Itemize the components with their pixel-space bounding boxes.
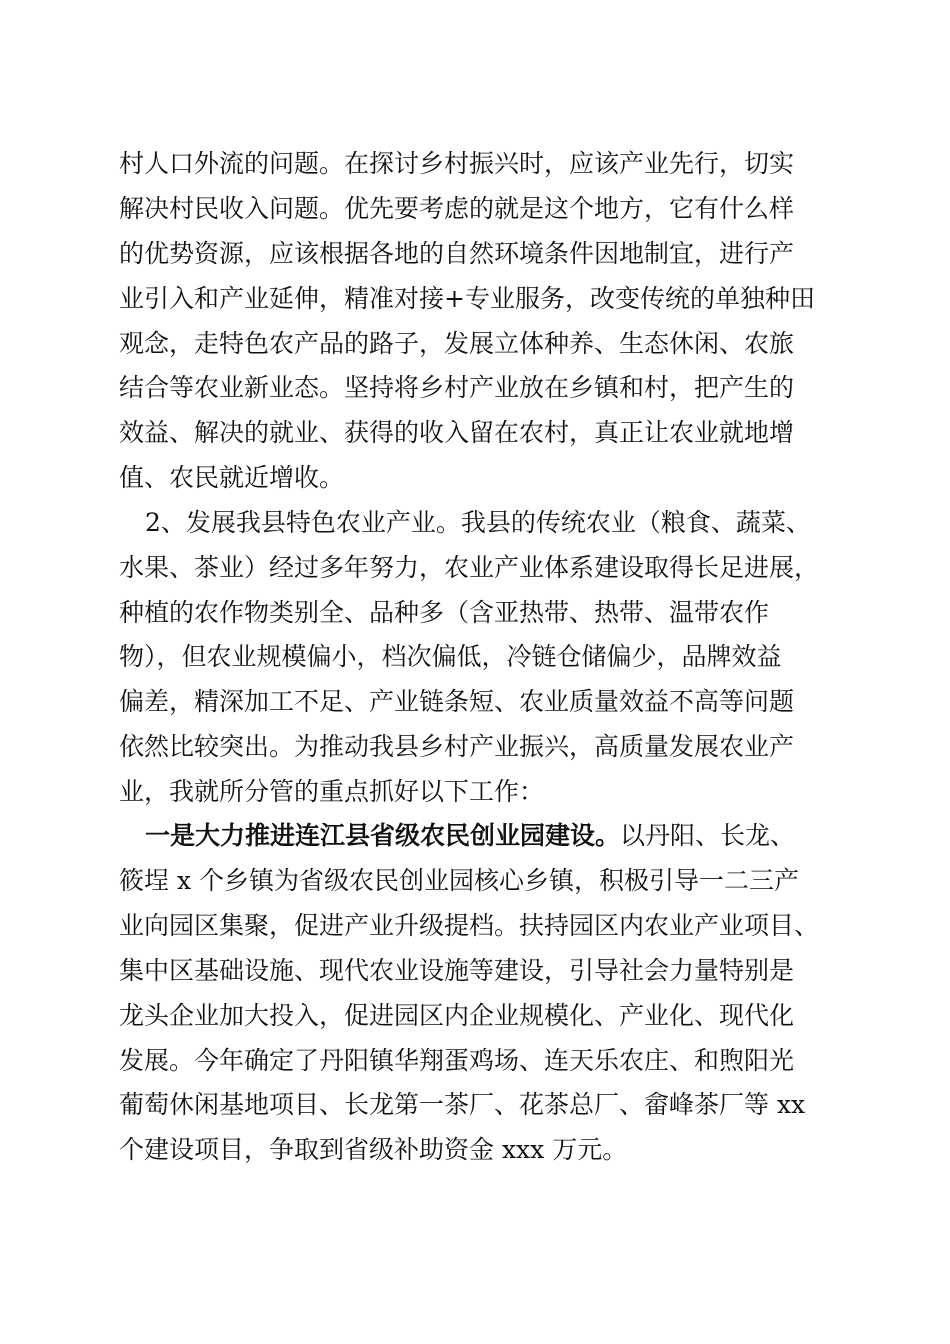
p2-line-1: 2、发展我县特色农业产业。我县的传统农业（粮食、蔬菜、 bbox=[145, 508, 811, 537]
p1-line-5: 观念，走特色农产品的路子，发展立体种养、生态休闲、农旅 bbox=[119, 329, 795, 358]
p3-lead-rest: 以丹阳、长龙、 bbox=[620, 821, 796, 850]
p1-line-7: 效益、解决的就业、获得的收入留在农村，真正让农业就地增 bbox=[119, 418, 795, 447]
p2-line-2: 水果、茶业）经过多年努力，农业产业体系建设取得长足进展， bbox=[119, 553, 820, 582]
p3-line-5: 龙头企业加大投入，促进园区内企业规模化、产业化、现代化 bbox=[119, 1001, 795, 1030]
p2-line-6: 依然比较突出。为推动我县乡村产业振兴，高质量发展农业产 bbox=[119, 732, 795, 761]
p2-line-7: 业，我就所分管的重点抓好以下工作： bbox=[119, 777, 545, 806]
p2-line-5: 偏差，精深加工不足、产业链条短、农业质量效益不高等问题 bbox=[119, 687, 795, 716]
p2-line-3: 种植的农作物类别全、品种多（含亚热带、热带、温带农作 bbox=[119, 598, 770, 627]
p1-line-4: 业引入和产业延伸，精准对接+专业服务，改变传统的单独种田 bbox=[119, 284, 815, 313]
p3-line-8: 个建设项目，争取到省级补助资金 xxx 万元。 bbox=[119, 1135, 628, 1164]
p3-line-4: 集中区基础设施、现代农业设施等建设，引导社会力量特别是 bbox=[119, 956, 795, 985]
p3-bold-heading: 一是大力推进连江县省级农民创业园建设。 bbox=[145, 821, 621, 850]
p2-line-4: 物），但农业规模偏小，档次偏低，冷链仓储偏少，品牌效益 bbox=[119, 642, 782, 671]
p3-line-7: 葡萄休闲基地项目、长龙第一茶厂、花茶总厂、畲峰茶厂等 xx bbox=[119, 1090, 806, 1119]
p1-line-1: 村人口外流的问题。在探讨乡村振兴时，应该产业先行，切实 bbox=[119, 149, 795, 178]
p1-line-8: 值、农民就近增收。 bbox=[119, 463, 345, 492]
p1-line-6: 结合等农业新业态。坚持将乡村产业放在乡镇和村，把产生的 bbox=[119, 373, 795, 402]
p1-line-3: 的优势资源，应该根据各地的自然环境条件因地制宜，进行产 bbox=[119, 239, 795, 268]
p3-line-6: 发展。今年确定了丹阳镇华翔蛋鸡场、连天乐农庄、和煦阳光 bbox=[119, 1046, 795, 1075]
p3-line-3: 业向园区集聚，促进产业升级提档。扶持园区内农业产业项目、 bbox=[119, 911, 820, 940]
p1-line-2: 解决村民收入问题。优先要考虑的就是这个地方，它有什么样 bbox=[119, 194, 795, 223]
p3-line-1 bbox=[145, 819, 795, 853]
p3-line-2: 筱埕 x 个乡镇为省级农民创业园核心乡镇，积极引导一二三产 bbox=[119, 866, 799, 895]
